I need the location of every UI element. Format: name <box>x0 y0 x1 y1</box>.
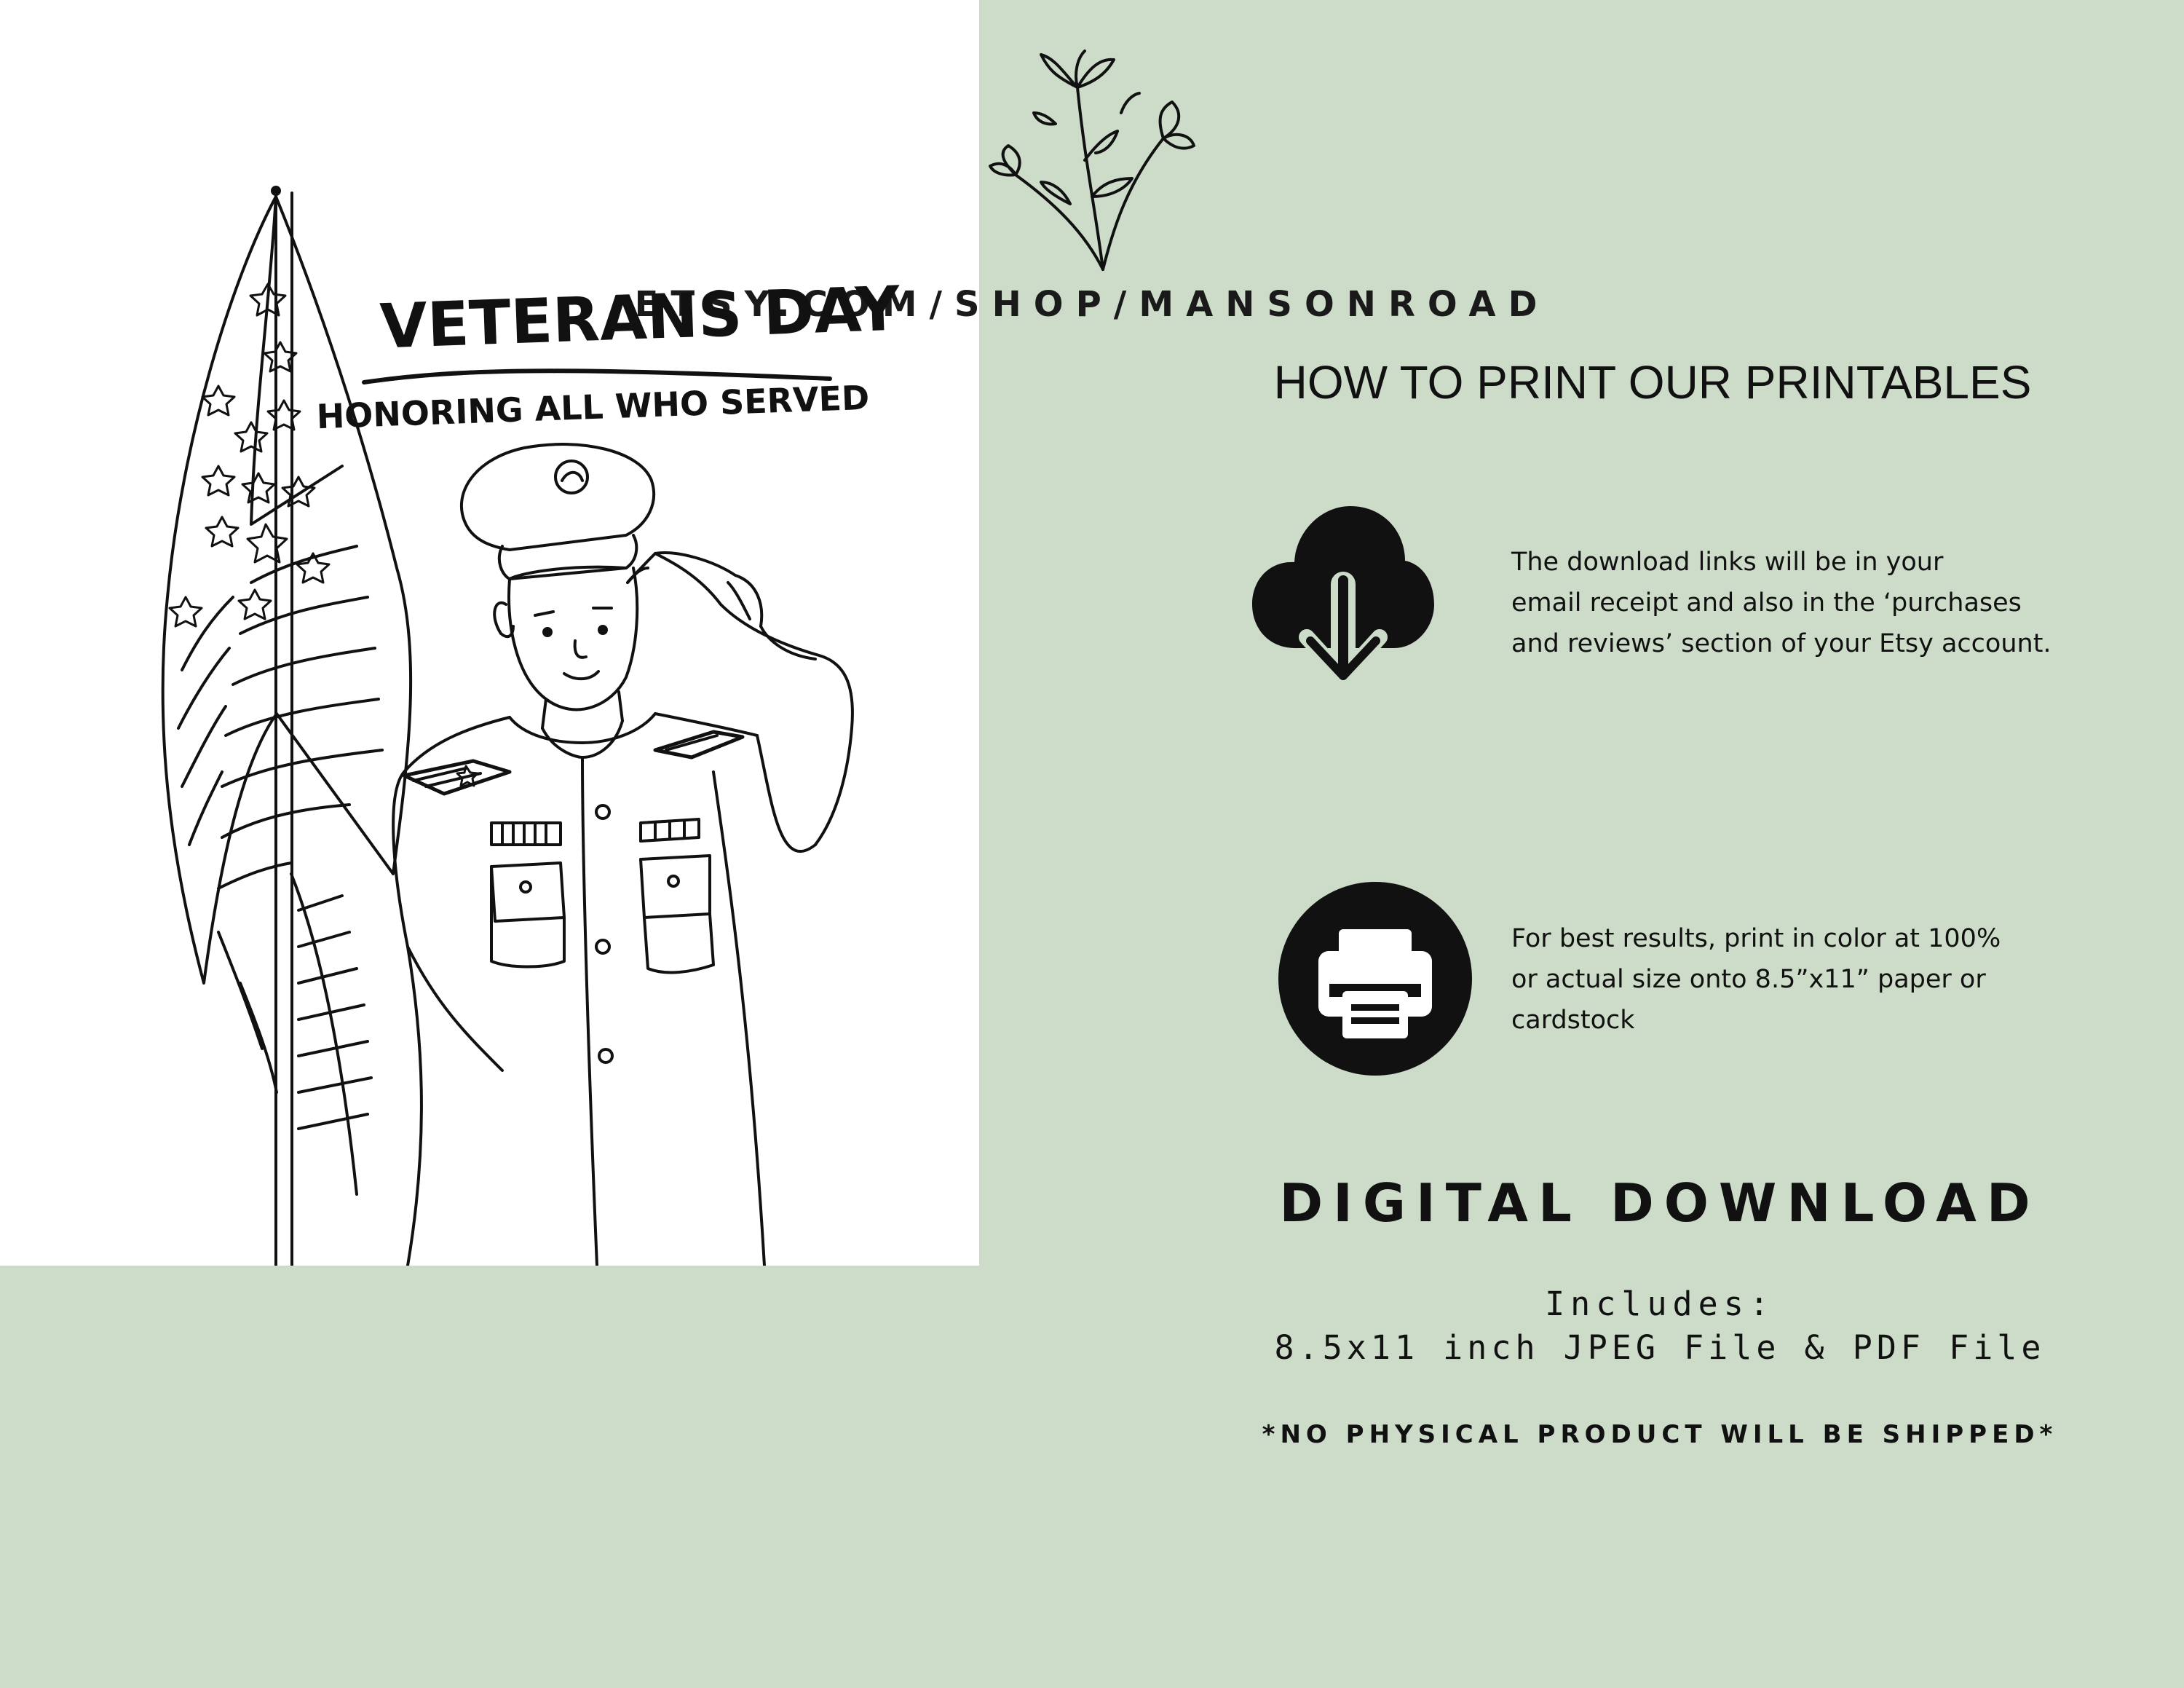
download-instructions-line: email receipt and also in the ‘purchases <box>1511 588 2022 618</box>
printer-icon <box>1278 882 1472 1076</box>
shop-url: ETSY.COM/SHOP/MANSONROAD <box>634 284 1550 325</box>
included-files: 8.5x11 inch JPEG File & PDF File <box>1274 1328 2046 1367</box>
cloud-download-icon <box>1252 502 1434 699</box>
download-instructions <box>1511 542 2079 664</box>
includes-label: Includes: <box>1545 1285 1775 1323</box>
print-instructions <box>1511 918 2079 1041</box>
how-to-print-title: HOW TO PRINT OUR PRINTABLES <box>1273 356 2032 409</box>
floral-sprig-icon <box>968 44 1216 277</box>
poster-title: VETERANS DAY <box>379 272 901 363</box>
poster-subtitle: HONORING ALL WHO SERVED <box>315 377 871 437</box>
download-instructions-line: and reviews’ section of your Etsy account. <box>1511 629 2052 658</box>
no-physical-product-notice: *NO PHYSICAL PRODUCT WILL BE SHIPPED* <box>1262 1420 2058 1449</box>
coloring-page-preview <box>0 0 979 1266</box>
download-instructions-line: The download links will be in your <box>1511 548 1944 577</box>
print-instructions-line: For best results, print in color at 100% <box>1511 924 2001 953</box>
saluting-soldier-illustration <box>0 0 979 1266</box>
print-instructions-line: or actual size onto 8.5”x11” paper or <box>1511 965 1986 994</box>
print-instructions-line: cardstock <box>1511 1006 1635 1035</box>
digital-download-heading: DIGITAL DOWNLOAD <box>1279 1172 2041 1234</box>
